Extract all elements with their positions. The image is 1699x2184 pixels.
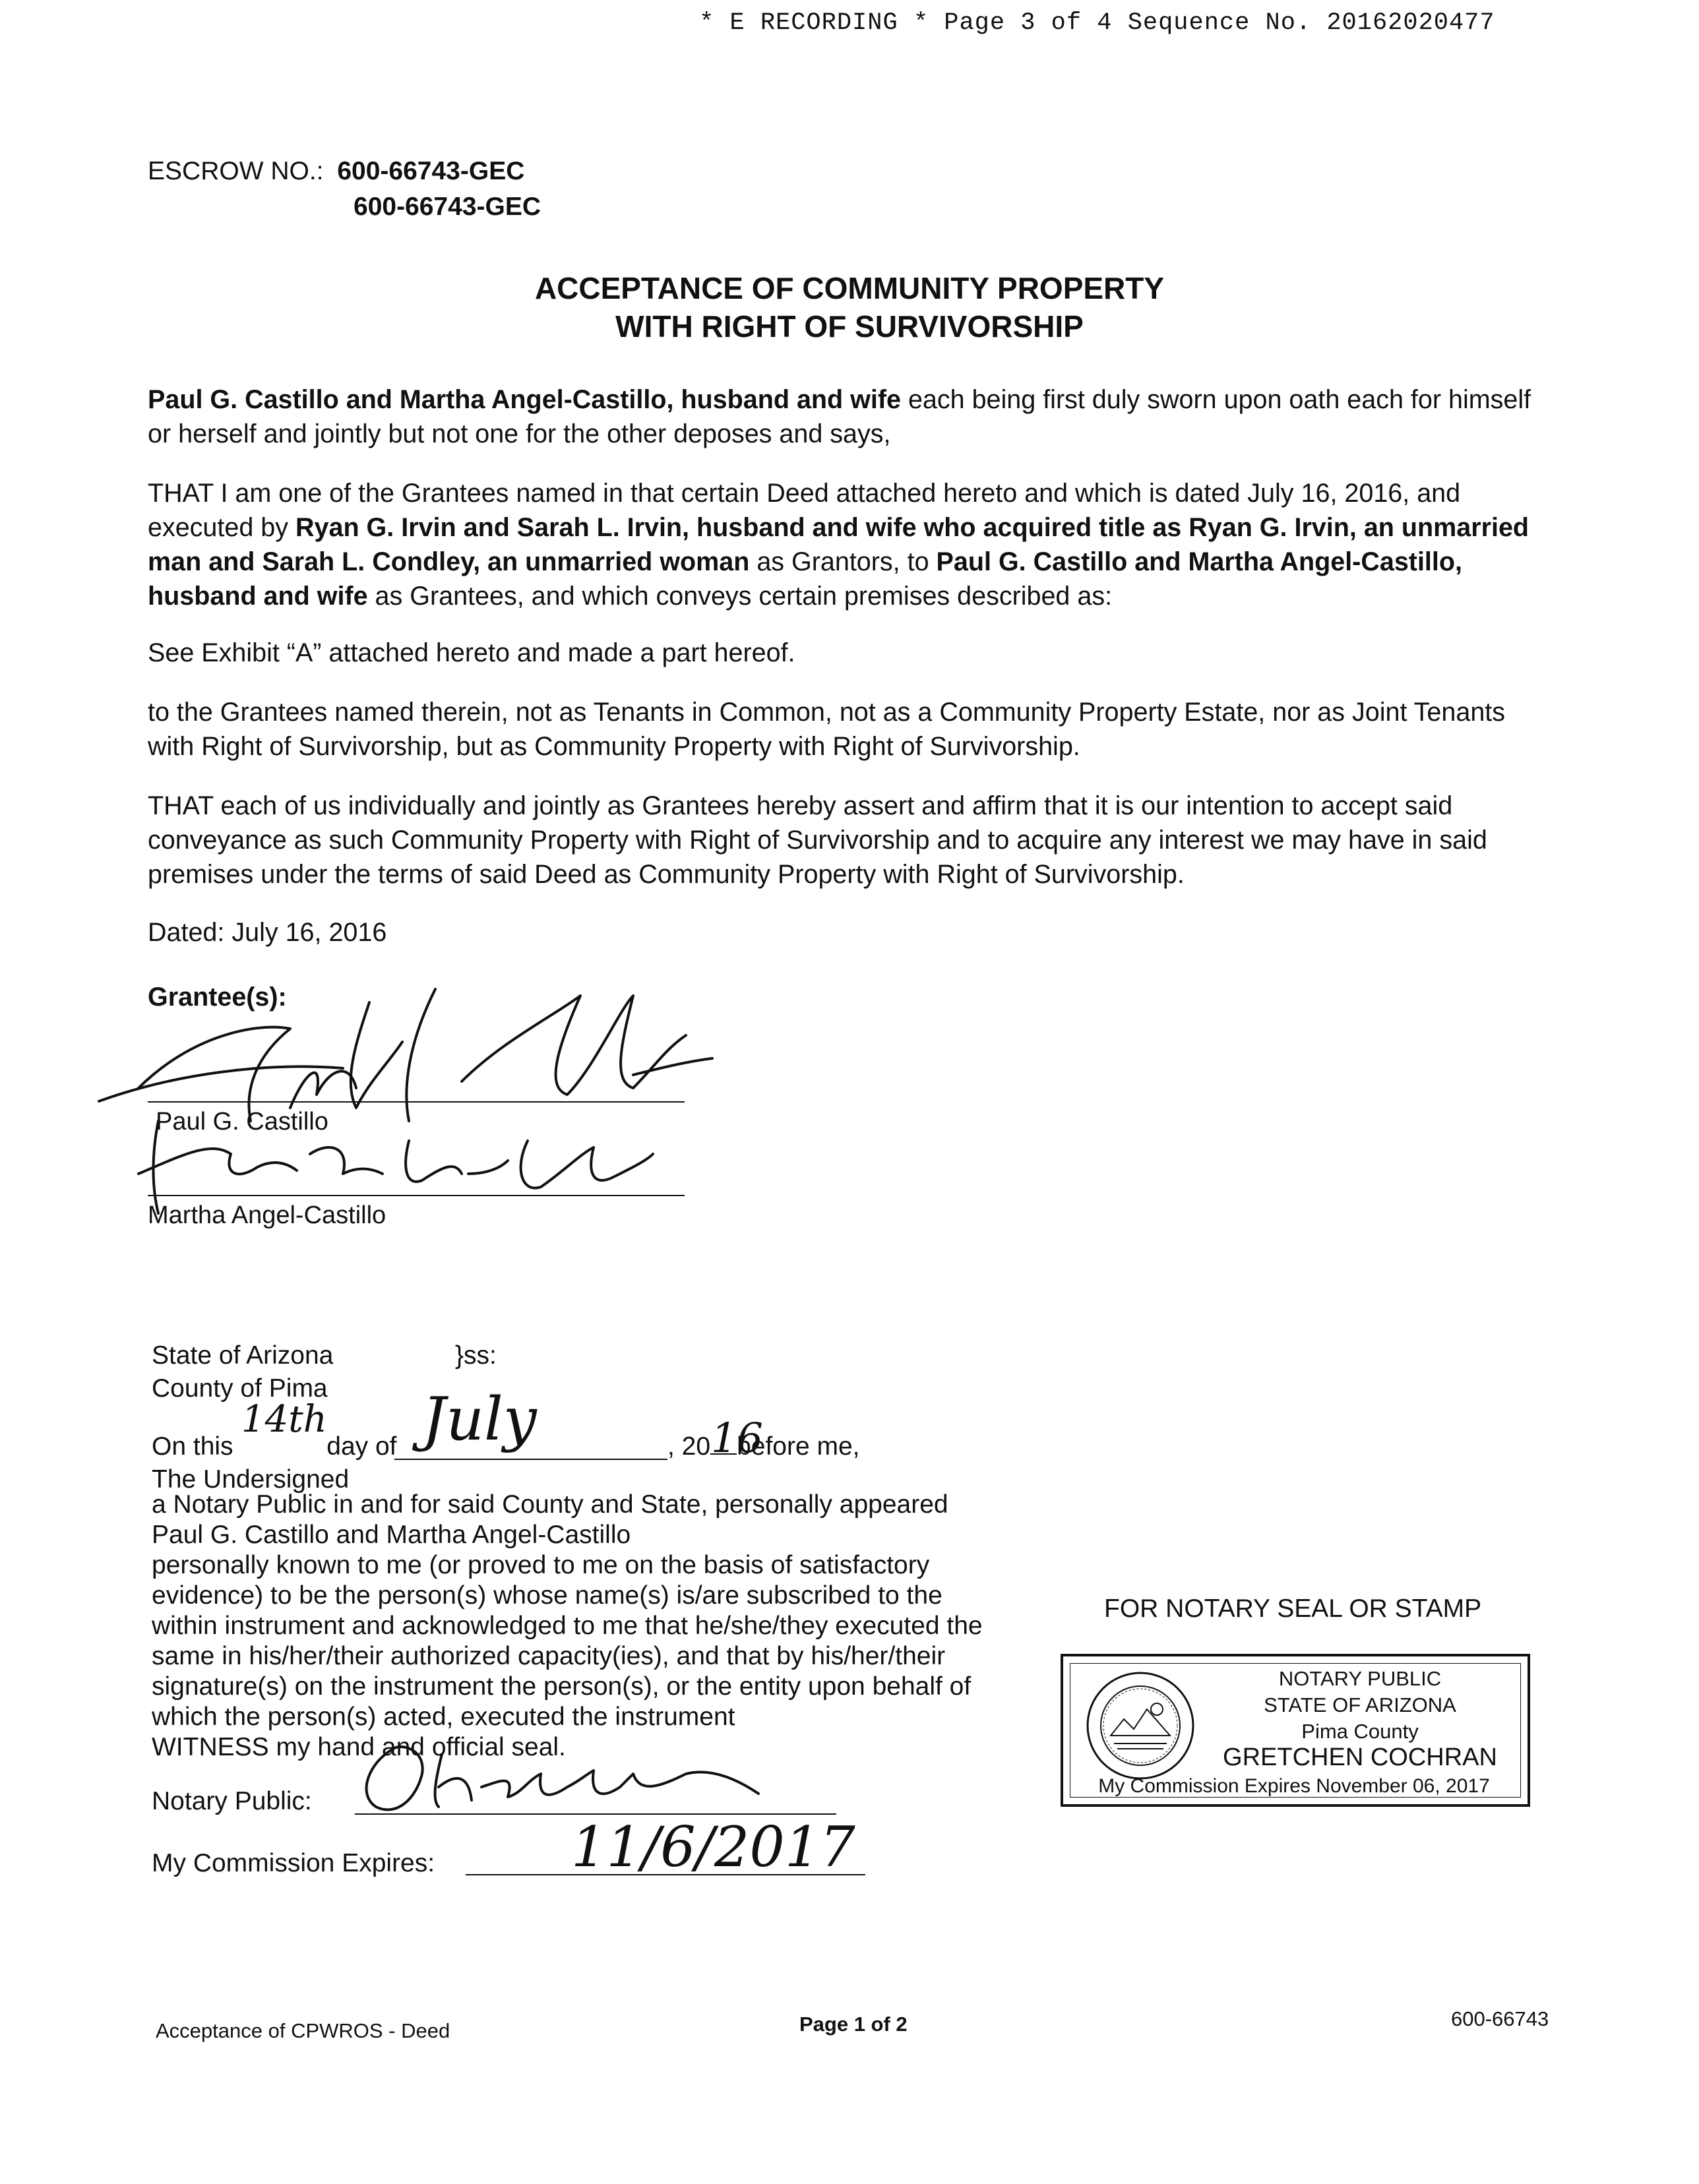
notary-line-g: signature(s) on the instrument the person(s), or the entity upon behalf of: [152, 1672, 972, 1701]
grantees-names: Paul G. Castillo and Martha Angel-Castillo, husband and wife: [148, 547, 1462, 611]
notary-line-b: Paul G. Castillo and Martha Angel-Castillo: [152, 1521, 631, 1549]
dated-line: Dated: July 16, 2016: [148, 918, 387, 947]
footer-left: Acceptance of CPWROS - Deed: [156, 2019, 450, 2042]
document-title-line-2: WITH RIGHT OF SURVIVORSHIP: [615, 309, 1084, 344]
notary-state: State of Arizona: [152, 1341, 334, 1370]
deed-intro: THAT I am one of the Grantees named in that certain Deed attached hereto and which is dated July 16, 2016, and executed by: [148, 479, 1461, 542]
stamp-notary-public: NOTARY PUBLIC: [1278, 1667, 1442, 1690]
recording-header: * E RECORDING * Page 3 of 4 Sequence No. 20162020477: [699, 9, 1495, 37]
deed-as-grantors: as Grantors, to: [749, 547, 937, 576]
notary-county: County of Pima: [152, 1374, 328, 1403]
footer-right: 600-66743: [1451, 2007, 1549, 2030]
month-line: [394, 1459, 667, 1460]
notary-line-a: a Notary Public in and for said County and State, personally appeared: [152, 1490, 948, 1519]
escrow-label: ESCROW NO.:: [148, 157, 324, 185]
notary-line-d: evidence) to be the person(s) whose name(s) is/are subscribed to the: [152, 1581, 942, 1610]
paragraph-affirmation: THAT each of us individually and jointly as Grantees hereby assert and affirm that it is our intention to accept said conveyance as such Community Property with Right of Survivorship and to acquire any interest we may have in said premises under the terms of said Deed as Community Property with Right of Survivorship.: [148, 791, 1487, 889]
paragraph-exhibit: See Exhibit “A” attached hereto and made a part hereof.: [148, 638, 795, 667]
stamp-commission-expires: My Commission Expires November 06, 2017: [1098, 1775, 1490, 1797]
paragraph-deponents: [148, 382, 1546, 451]
commission-expires-label: My Commission Expires:: [152, 1849, 435, 1877]
deponents-oath: each being first duly sworn upon oath each for himself or herself and jointly but not one for the other deposes and says,: [148, 385, 1531, 448]
commission-handwritten-date: 11/6/2017: [571, 1815, 855, 1879]
escrow-line-2: [354, 193, 541, 222]
grantees-label: Grantee(s):: [148, 983, 287, 1012]
grantee-name-1: Paul G. Castillo: [156, 1108, 328, 1136]
notary-public-label: Notary Public:: [152, 1787, 312, 1815]
notary-witness: WITNESS my hand and official seal.: [152, 1733, 566, 1761]
signature-martha-angel-castillo: [132, 1114, 660, 1220]
arizona-seal-icon: [1084, 1670, 1196, 1782]
handwritten-day: 14th: [241, 1398, 327, 1441]
signature-notary: [356, 1734, 765, 1820]
on-this-label: On this: [152, 1432, 233, 1461]
stamp-notary-name: GRETCHEN COCHRAN: [1223, 1744, 1497, 1771]
deponents-names: Paul G. Castillo and Martha Angel-Castillo, husband and wife: [148, 385, 901, 414]
grantee-name-2: Martha Angel-Castillo: [148, 1201, 386, 1229]
notary-line-f: same in his/her/their authorized capacity(ies), and that by his/her/their: [152, 1642, 946, 1670]
escrow-number-1: 600-66743-GEC: [337, 157, 525, 185]
escrow-line-1: [148, 157, 524, 186]
notary-line-e: within instrument and acknowledged to me that he/she/they executed the: [152, 1612, 983, 1640]
document-title-line-1: ACCEPTANCE OF COMMUNITY PROPERTY: [534, 271, 1165, 305]
stamp-county: Pima County: [1301, 1720, 1419, 1743]
year-prefix: , 20: [667, 1432, 711, 1461]
paragraph-tenancy: to the Grantees named therein, not as Tenants in Common, not as a Community Property Estate, nor as Joint Tenants with Right of Survivorship, but as Community Property with Right of Survivorship.: [148, 698, 1506, 761]
handwritten-year: 16: [711, 1414, 763, 1462]
day-of-label: day of: [326, 1432, 397, 1461]
escrow-number-2: 600-66743-GEC: [354, 193, 541, 221]
year-line: [667, 1430, 860, 1463]
notary-ss: }ss:: [455, 1341, 497, 1370]
signature-paul-castillo: [92, 976, 726, 1134]
before-me-label: before me,: [737, 1432, 860, 1461]
notary-line-h: which the person(s) acted, executed the instrument: [152, 1703, 735, 1731]
handwritten-month: July: [422, 1385, 537, 1454]
notary-stamp: [1061, 1654, 1530, 1807]
grantors-names: Ryan G. Irvin and Sarah L. Irvin, husband and wife who acquired title as Ryan G. Irvin, an unmarried man and Sarah L. Condley, an unmarried woman: [148, 513, 1529, 576]
footer-page: Page 1 of 2: [799, 2013, 908, 2036]
paragraph-deed: [148, 476, 1546, 613]
stamp-state: STATE OF ARIZONA: [1264, 1693, 1456, 1716]
notary-undersigned: The Undersigned: [152, 1465, 350, 1494]
notary-line-c: personally known to me (or proved to me on the basis of satisfactory: [152, 1551, 930, 1579]
deed-conveys: as Grantees, and which conveys certain premises described as:: [367, 582, 1113, 611]
notary-seal-heading: FOR NOTARY SEAL OR STAMP: [1104, 1594, 1482, 1623]
